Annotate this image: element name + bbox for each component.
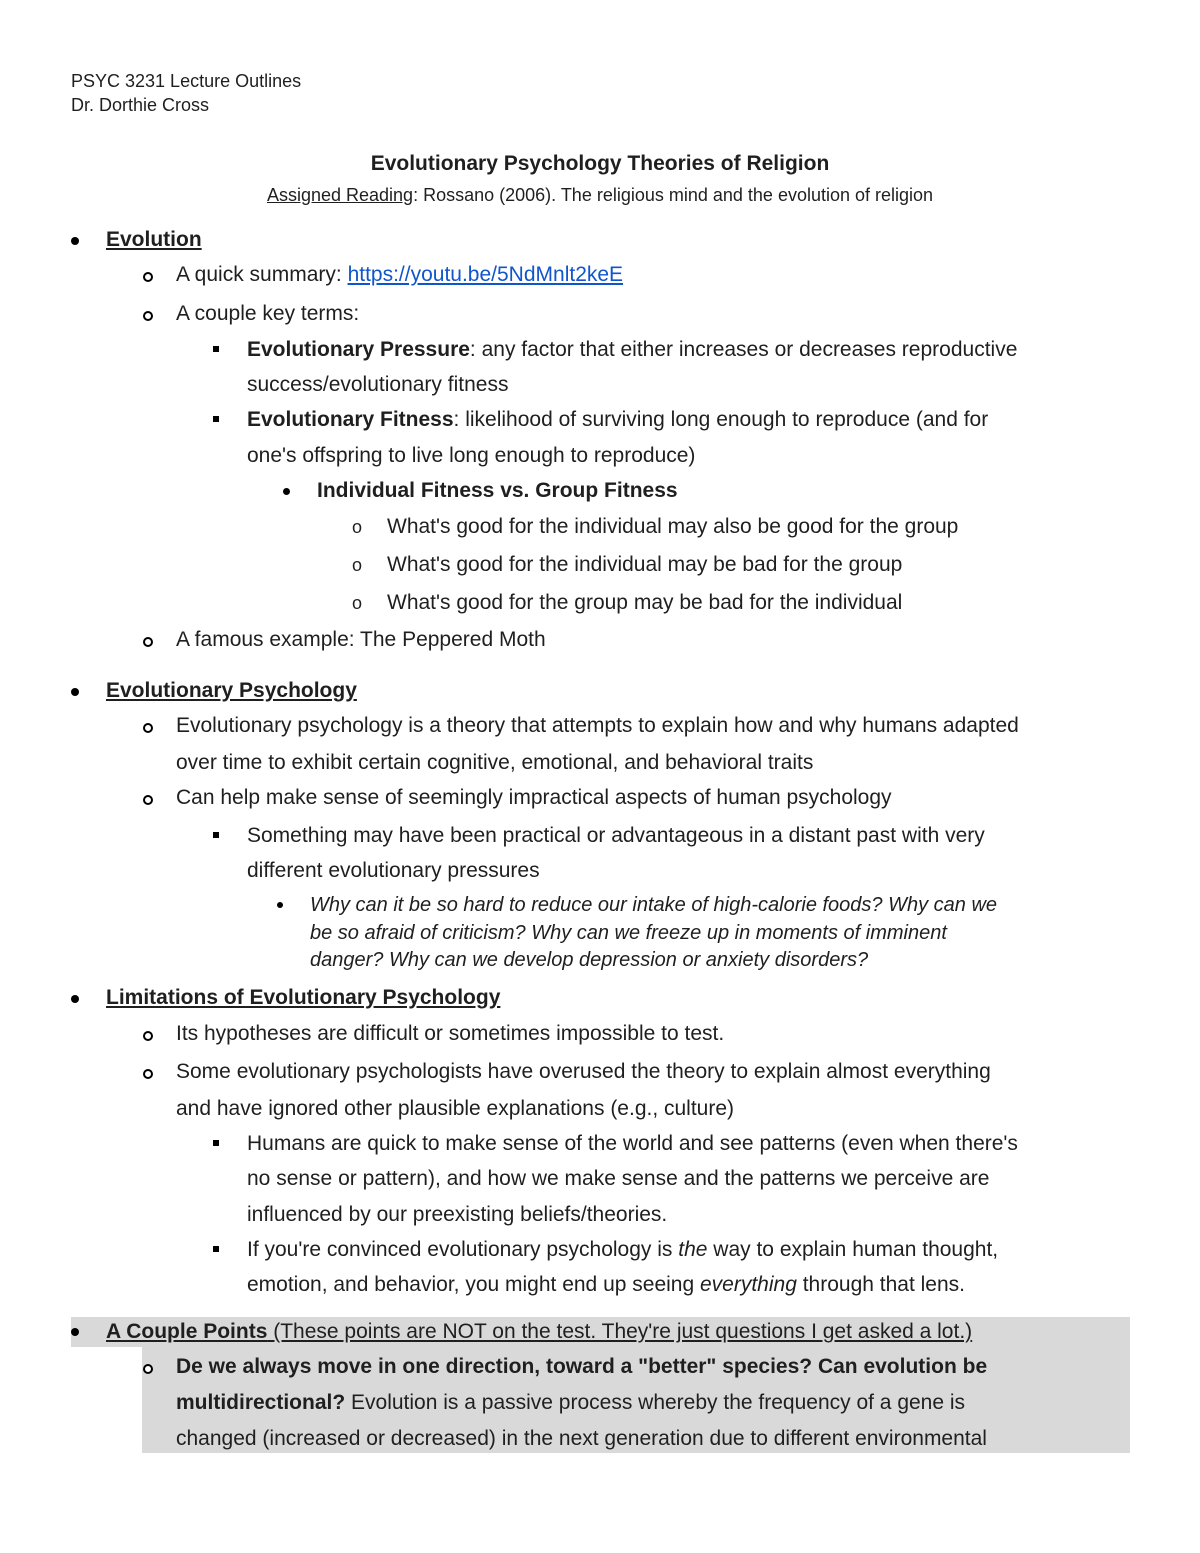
- bullet-square-icon: [213, 416, 219, 422]
- bullet-ring-icon: [143, 1069, 153, 1079]
- convinced-emphasis: the: [678, 1238, 708, 1261]
- direction-question-1: De we always move in one direction, toward a "better" species? Can evolution be: [176, 1355, 988, 1378]
- evo-psych-help: Can help make sense of seemingly impractical aspects of human psychology: [176, 786, 892, 809]
- questions-line-2: be so afraid of criticism? Why can we freeze up in moments of imminent: [310, 922, 947, 944]
- pressure-term: Evolutionary Pressure: [247, 338, 470, 361]
- bullet-ring-icon: [143, 1031, 153, 1041]
- direction-answer-line-1: [176, 1390, 965, 1416]
- instructor-header: Dr. Dorthie Cross: [71, 95, 210, 115]
- course-header: PSYC 3231 Lecture Outlines: [71, 71, 302, 91]
- bullet-ring-icon: [143, 272, 153, 282]
- limitation-1: Its hypotheses are difficult or sometimes impossible to test.: [176, 1022, 725, 1045]
- limitation-2-line-2: and have ignored other plausible explanations (e.g., culture): [176, 1097, 735, 1120]
- pressure-line-2: success/evolutionary fitness: [247, 373, 509, 396]
- reading-label: Assigned Reading: [266, 185, 414, 205]
- bullet-square-icon: [213, 832, 219, 838]
- convinced-text-c: emotion, and behavior, you might end up seeing: [247, 1273, 700, 1296]
- patterns-line-2: no sense or pattern), and how we make sense and the patterns we perceive are: [247, 1167, 990, 1190]
- summary-link[interactable]: https://youtu.be/5NdMnlt2keE: [347, 263, 624, 286]
- limitation-2-line-1: Some evolutionary psychologists have overused the theory to explain almost everything: [176, 1060, 991, 1083]
- bullet-dot-icon: [71, 237, 79, 245]
- questions-line-1: Why can it be so hard to reduce our intake of high-calorie foods? Why can we: [310, 894, 998, 916]
- direction-answer-line-2: changed (increased or decreased) in the next generation due to different environmental: [176, 1427, 987, 1450]
- section-heading-evo-psych: Evolutionary Psychology: [106, 679, 357, 702]
- bullet-o-icon: o: [352, 593, 363, 613]
- convinced-line-1: [247, 1237, 998, 1263]
- convinced-line-2: [247, 1272, 965, 1298]
- pressure-def: : any factor that either increases or decreases reproductive: [469, 338, 1018, 361]
- bullet-ring-icon: [143, 795, 153, 805]
- pressure-line-1: [247, 337, 1017, 363]
- distant-past-2: different evolutionary pressures: [247, 859, 540, 882]
- direction-question-2: multidirectional?: [176, 1391, 346, 1414]
- bullet-ring-icon: [143, 311, 153, 321]
- points-note: (These points are NOT on the test. They're just questions I get asked a lot.): [267, 1320, 973, 1343]
- points-heading-line: [106, 1319, 972, 1345]
- bullet-square-icon: [213, 346, 219, 352]
- reading-text: : Rossano (2006). The religious mind and the evolution of religion: [413, 185, 934, 205]
- bullet-square-icon: [213, 1140, 219, 1146]
- summary-label: A quick summary:: [176, 263, 348, 286]
- bullet-o-icon: o: [352, 517, 363, 537]
- key-terms-line: A couple key terms:: [176, 302, 360, 325]
- convinced-text-d: through that lens.: [796, 1273, 965, 1296]
- distant-past-1: Something may have been practical or advantageous in a distant past with very: [247, 824, 985, 847]
- bullet-dot-icon: [283, 488, 290, 495]
- bullet-dot-icon: [71, 688, 79, 696]
- individual-vs-group: Individual Fitness vs. Group Fitness: [317, 479, 678, 502]
- sub-point-3: What's good for the group may be bad for the individual: [387, 591, 903, 614]
- fitness-def: : likelihood of surviving long enough to reproduce (and for: [453, 408, 989, 431]
- section-heading-limitations: Limitations of Evolutionary Psychology: [106, 986, 501, 1009]
- moth-example: A famous example: The Peppered Moth: [176, 628, 546, 651]
- evo-psych-def-2: over time to exhibit certain cognitive, emotional, and behavioral traits: [176, 751, 814, 774]
- bullet-square-icon: [213, 1246, 219, 1252]
- direction-answer-1: Evolution is a passive process whereby the frequency of a gene is: [345, 1391, 966, 1414]
- section-heading-points: A Couple Points: [106, 1320, 268, 1343]
- summary-line: [176, 262, 623, 288]
- patterns-line-1: Humans are quick to make sense of the world and see patterns (even when there's: [247, 1132, 1018, 1155]
- assigned-reading: [0, 185, 1200, 206]
- fitness-line-2: one's offspring to live long enough to reproduce): [247, 444, 696, 467]
- section-heading-evolution: Evolution: [106, 228, 202, 251]
- sub-point-2: What's good for the individual may be bad for the group: [387, 553, 903, 576]
- bullet-ring-icon: [143, 723, 153, 733]
- everything-emphasis: everything: [699, 1273, 797, 1296]
- evo-psych-def-1: Evolutionary psychology is a theory that attempts to explain how and why humans adapted: [176, 714, 1019, 737]
- convinced-text-b: way to explain human thought,: [707, 1238, 999, 1261]
- sub-point-1: What's good for the individual may also be good for the group: [387, 515, 959, 538]
- questions-line-3: danger? Why can we develop depression or anxiety disorders?: [310, 949, 869, 971]
- document-title: Evolutionary Psychology Theories of Religion: [370, 152, 830, 175]
- fitness-line-1: [247, 407, 988, 433]
- bullet-o-icon: o: [352, 555, 363, 575]
- convinced-text-a: If you're convinced evolutionary psychology is: [247, 1238, 679, 1261]
- bullet-dot-icon: [71, 1328, 79, 1336]
- bullet-ring-icon: [143, 1364, 153, 1374]
- fitness-term: Evolutionary Fitness: [247, 408, 454, 431]
- patterns-line-3: influenced by our preexisting beliefs/theories.: [247, 1203, 668, 1226]
- bullet-ring-icon: [143, 637, 153, 647]
- bullet-dot-icon: [277, 902, 283, 908]
- bullet-dot-icon: [71, 995, 79, 1003]
